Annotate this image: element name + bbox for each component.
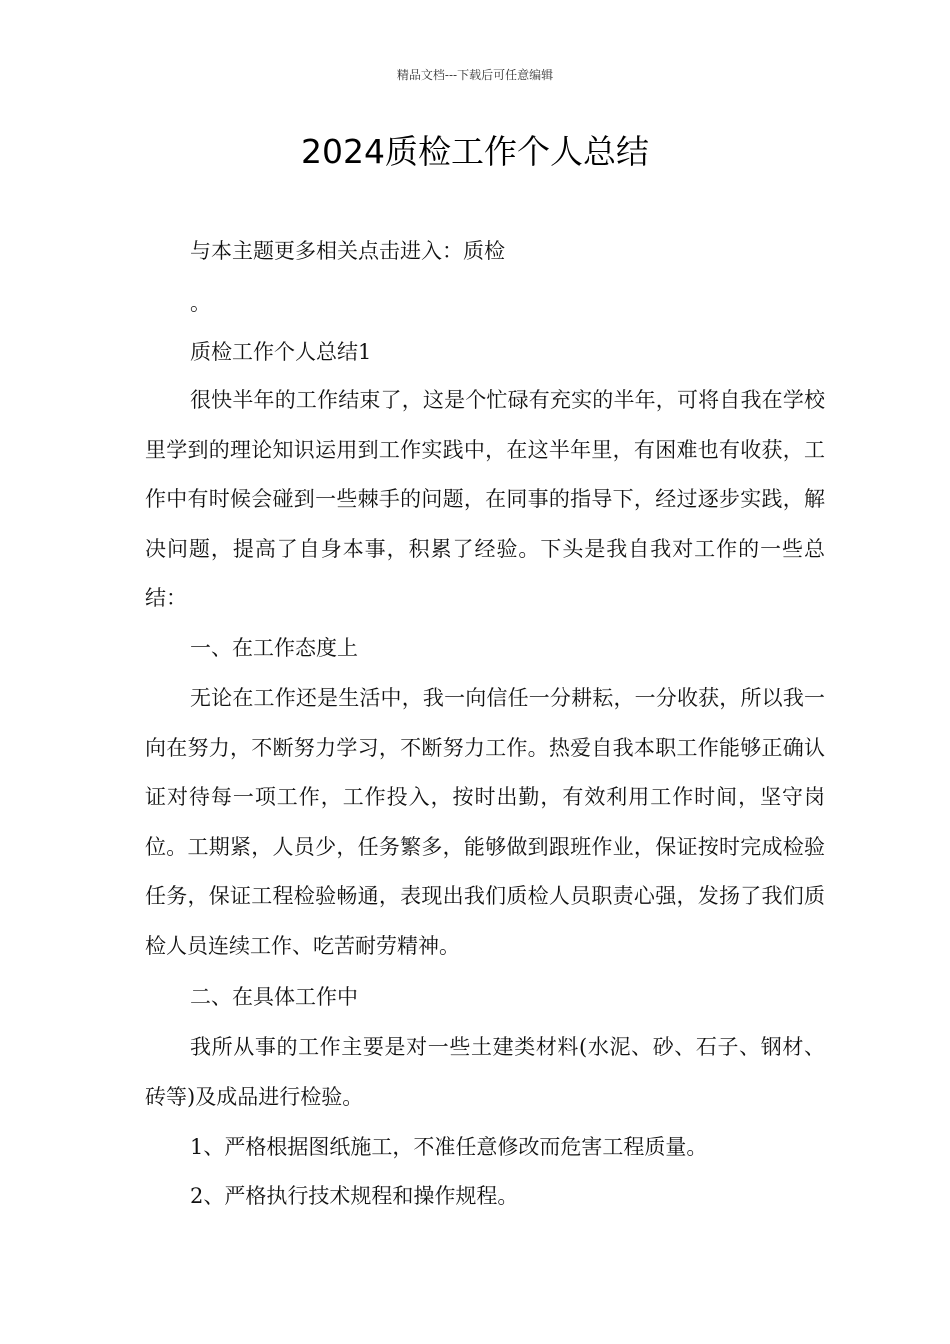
section-heading-summary-1: 质检工作个人总结1 xyxy=(190,340,372,364)
period-line: 。 xyxy=(190,291,211,315)
header-note: 精品文档---下载后可任意编辑 xyxy=(396,68,554,82)
work-attitude-paragraph: 无论在工作还是生活中，我一向信任一分耕耘，一分收获，所以我一向在努力，不断努力学习，不断努力工作。热爱自我本职工作能够正确认证对待每一项工作，工作投入，按时出勤，有效利用工作时间，坚守岗位。工期紧，人员少，任务繁多，能够做到跟班作业，保证按时完成检验任务，保证工程检验畅通，表现出我们质检人员职责心强，发扬了我们质检人员连续工作、吃苦耐劳精神。 xyxy=(145,686,825,958)
heading-specific-work: 二、在具体工作中 xyxy=(190,985,358,1009)
rule-item-2: 2、严格执行技术规程和操作规程。 xyxy=(190,1184,519,1208)
specific-work-paragraph: 我所从事的工作主要是对一些土建类材料(水泥、砂、石子、钢材、砖等)及成品进行检验。 xyxy=(145,1035,825,1109)
rule-item-1: 1、严格根据图纸施工，不准任意修改而危害工程质量。 xyxy=(190,1135,708,1159)
intro-paragraph: 很快半年的工作结束了，这是个忙碌有充实的半年，可将自我在学校里学到的理论知识运用到工作实践中，在这半年里，有困难也有收获，工作中有时候会碰到一些棘手的问题，在同事的指导下，经过逐步实践，解决问题，提高了自身本事，积累了经验。下头是我自我对工作的一些总结： xyxy=(145,388,825,610)
document-title: 2024质检工作个人总结 xyxy=(301,132,649,171)
heading-work-attitude: 一、在工作态度上 xyxy=(190,636,358,660)
related-topic-line: 与本主题更多相关点击进入：质检 xyxy=(190,239,505,263)
